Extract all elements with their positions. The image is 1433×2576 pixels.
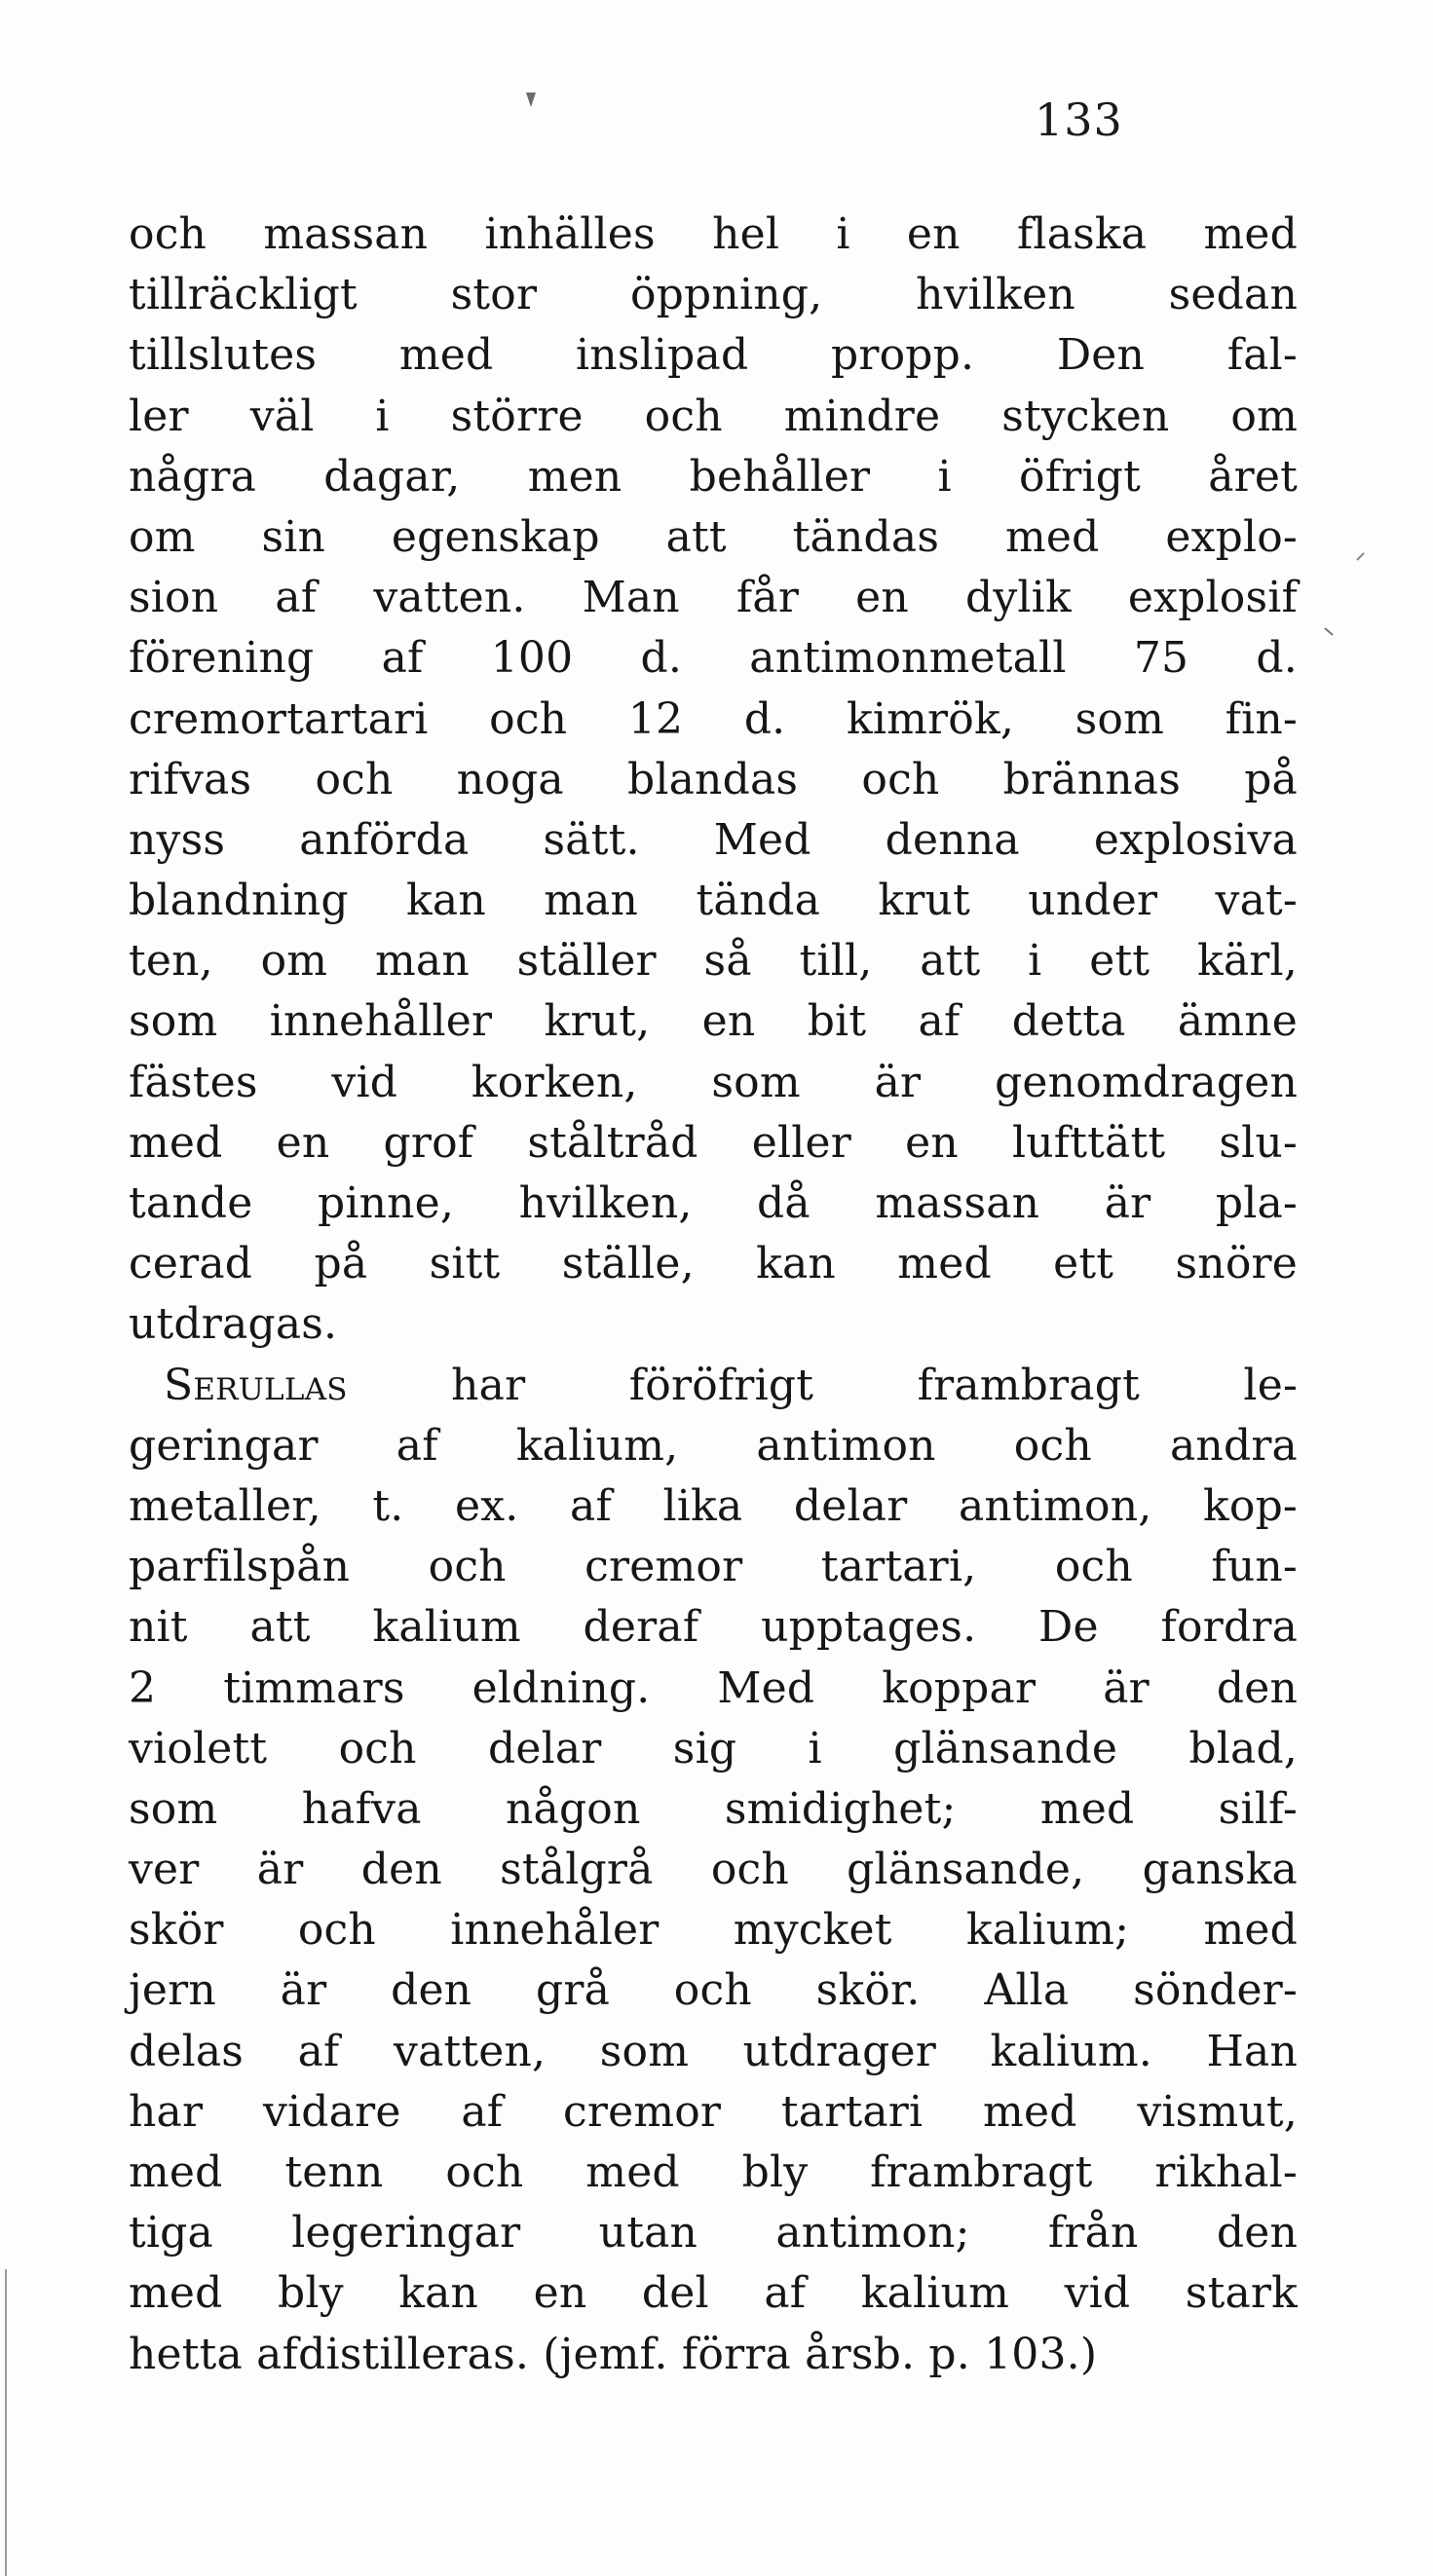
text-line: hetta afdistilleras. (jemf. förra årsb. p. 103.) [129,2329,1098,2379]
page-number: 133 [1035,93,1123,146]
text-line-rest: har föröfrigt frambragt le- [451,1360,1299,1410]
text-line: parfilspån och cremor tartari, och fun- [129,1542,1298,1592]
text-line: rifvas och noga blandas och brännas på [129,754,1298,804]
text-line: nyss anförda sätt. Med denna explosiva [129,814,1298,865]
text-line: skör och innehåler mycket kalium; med [129,1905,1298,1956]
text-line: nit att kalium deraf upptages. De fordra [129,1602,1298,1653]
text-line: violett och delar sig i glänsande blad, [129,1723,1298,1773]
text-line: förening af 100 d. antimonmetall 75 d. [129,633,1298,684]
text-line: 2 timmars eldning. Med koppar är den [129,1662,1298,1713]
text-line: om sin egenskap att tändas med explo- [129,511,1298,562]
text-line: sion af vatten. Man får en dylik explosif [129,573,1298,623]
text-line: med en grof ståltråd eller en lufttätt slu- [129,1117,1298,1168]
text-line: delas af vatten, som utdrager kalium. Han [129,2026,1298,2076]
text-line: metaller, t. ex. af lika delar antimon, kop- [129,1480,1298,1531]
text-line: cerad på sitt ställe, kan med ett snöre [129,1239,1298,1289]
text-line: geringar af kalium, antimon och andra [129,1420,1298,1471]
text-line: tande pinne, hvilken, då massan är pla- [129,1178,1298,1228]
speck-mark [526,93,536,107]
text-line: cremortartari och 12 d. kimrök, som fin- [129,693,1298,744]
text-line: jern är den grå och skör. Alla sönder- [129,1965,1298,2016]
text-line: med bly kan en del af kalium vid stark [129,2268,1298,2319]
text-line: och massan inhälles hel i en flaska med [129,209,1298,259]
text-line: blandning kan man tända krut under vat- [129,876,1298,926]
text-line: några dagar, men behåller i öfrigt året [129,451,1298,502]
text-line: ten, om man ställer så till, att i ett kärl, [129,936,1298,987]
text-line: ver är den stålgrå och glänsande, ganska [129,1845,1298,1895]
text-line: som innehåller krut, en bit af detta ämne [129,996,1298,1047]
text-line: har vidare af cremor tartari med vismut, [129,2086,1298,2137]
body-text [129,205,1298,2385]
speck-mark [1357,553,1364,560]
text-line: som hafva någon smidighet; med silf- [129,1783,1298,1834]
speck-mark [1325,628,1333,635]
author-name: Serullas [164,1360,348,1410]
text-line: utdragas. [129,1299,338,1350]
text-line: tillslutes med inslipad propp. Den fal- [129,330,1298,381]
paragraph-opening-line [129,1356,1298,1416]
text-line: med tenn och med bly frambragt rikhal- [129,2147,1298,2197]
text-line: tiga legeringar utan antimon; från den [129,2208,1298,2259]
text-line: tillräckligt stor öppning, hvilken sedan [129,270,1298,320]
text-line: ler väl i större och mindre stycken om [129,391,1298,441]
text-line: fästes vid korken, som är genomdragen [129,1057,1298,1107]
